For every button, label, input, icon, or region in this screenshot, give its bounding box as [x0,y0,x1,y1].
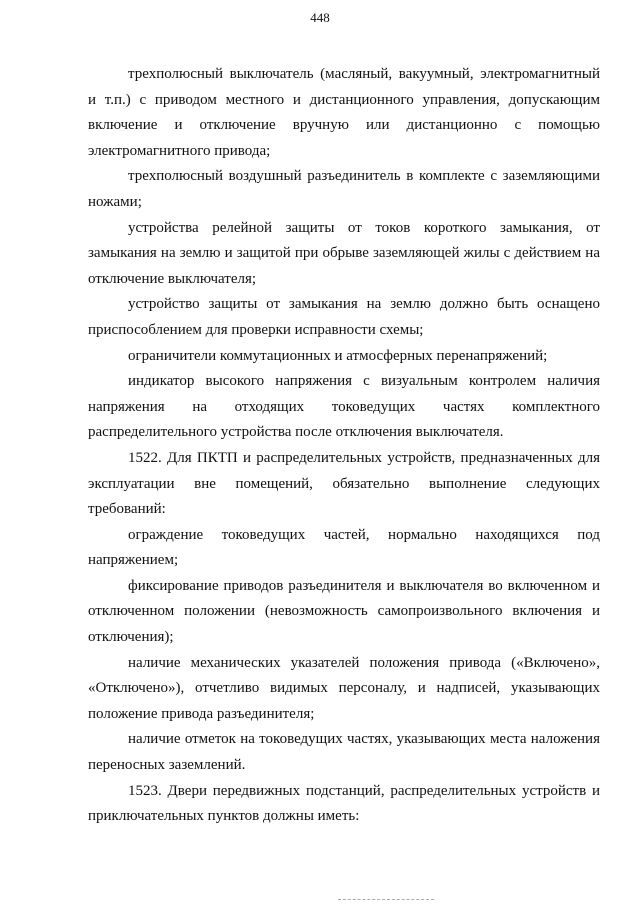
paragraph-voltage-indicator: индикатор высокого напряжения с визуальным контролем наличия напряжения на отходящих токоведущих частях комплектного распределительного устройства после отключения выключателя. [88,373,600,441]
paragraph-relay-protection: устройства релейной защиты от токов короткого замыкания, от замыкания на землю и защитой при обрыве заземляющей жилы с действием на отключение выключателя; [88,219,600,287]
paragraph-grounding-marks: наличие отметок на токоведущих частях, указывающих места наложения переносных заземлений. [88,731,600,774]
paragraph-earth-fault-protection: устройство защиты от замыкания на землю должно быть оснащено приспособлением для проверки исправности схемы; [88,296,600,338]
paragraph-circuit-breaker: трехполюсный выключатель (масляный, вакуумный, электромагнитный и т.п.) с приводом местного и дистанционного управления, допускающим включение и отключение вручную или дистанционно с помощью электромагнитного привода; [88,66,600,159]
paragraph-disconnector: трехполюсный воздушный разъединитель в комплекте с заземляющими ножами; [88,168,600,210]
paragraph-drive-fixing: фиксирование приводов разъединителя и выключателя во включенном и отключенном положении (невозможность самопроизвольного включения и отключения); [88,577,600,646]
page-number: 448 [310,10,330,25]
paragraph-surge-limiters: ограничители коммутационных и атмосферных перенапряжений; [128,347,548,364]
paragraph-position-indicators: наличие механических указателей положения привода («Включено», «Отключено»), отчетливо видимых персоналу, и надписей, указывающих положение привода разъединителя; [88,654,600,722]
paragraph-1523: 1523. Двери передвижных подстанций, распределительных устройств и приключательных пунктов должны иметь: [88,782,600,825]
paragraph-fencing: ограждение токоведущих частей, нормально находящихся под напряжением; [88,526,600,569]
document-body [88,62,600,830]
paragraph-1522: 1522. Для ПКТП и распределительных устройств, предназначенных для эксплуатации вне помещений, обязательно выполнение следующих требований: [88,449,600,518]
scan-edge-mark [338,899,434,901]
